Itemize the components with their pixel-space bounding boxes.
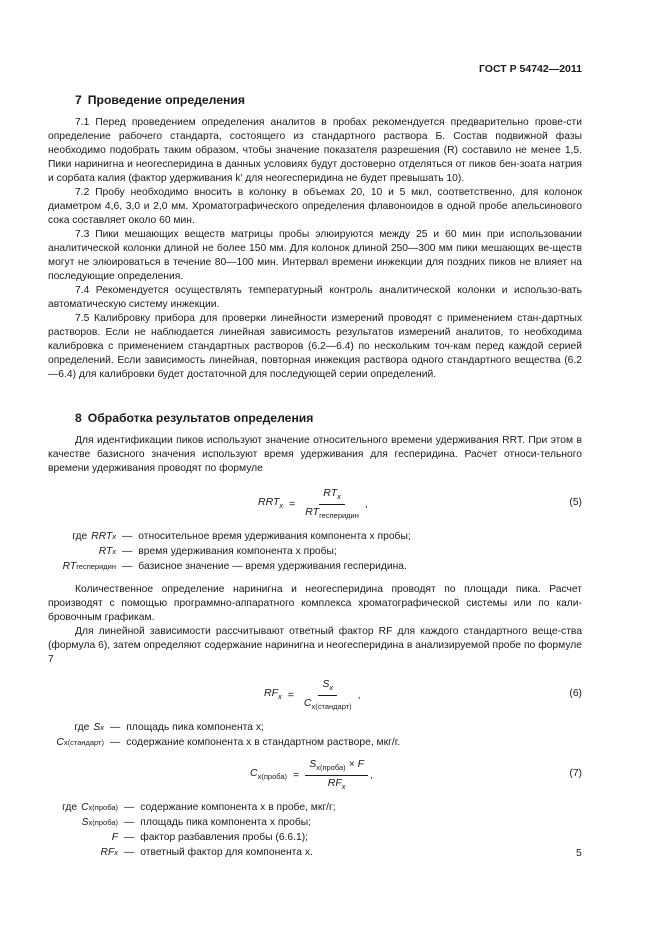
definition-row: RF x — ответный фактор для компонента x. <box>100 847 313 858</box>
standard-header: ГОСТ Р 54742—2011 <box>478 63 582 75</box>
definition-row: где C x(проба) — содержание компонента x в пробе, мкг/г; <box>62 802 336 813</box>
paragraph-quantitative: Количественное определение наринигна и неогесперидина проводят по площади пика. Расчет производят с помощью программно-аппаратного комплекса хроматографической системы или по кали-бровочным графикам. <box>48 584 582 623</box>
paragraph-7-4: 7.4 Рекомендуется осуществлять температурный контроль аналитической колонки и использо-вать автоматическую систему инжекции. <box>48 285 582 310</box>
definition-row: где S x — площадь пика компонента x; <box>74 722 264 733</box>
denominator-sub: гесперидин <box>319 510 359 520</box>
section-title: Обработка результатов определения <box>87 411 314 425</box>
paragraph-7-1: 7.1 Перед проведением определения аналитов в пробах рекомендуется предварительно прове-сти определение рабочего стандарта, состоящего из стандартного раствора Б. Состав подвижной фазы необходимо подобрать таким образом, чтобы значение показателя разрешения (R) составило не менее 1,5. Пики наринигна и неогесперидина в данных условиях будут достоверно отделяться от пиков бен-зоата натрия и сорбата калия (фактор удерживания k′ для неогесперидина не будет превышать 10). <box>48 117 582 184</box>
section-8 <box>48 410 582 861</box>
definition-row: S x(проба) — площадь пика компонента x пробы; <box>81 817 312 828</box>
section-number: 7 <box>75 93 82 107</box>
paragraph-7-5: 7.5 Калибровку прибора для проверки линейности измерений проводят с применением стан-дартных растворов. Если не наблюдается линейная зависимость результатов измерений аналитов, то необходима калибровка с применением стандартных растворов (6.2—6.4) по нескольким точ-кам перед каждой серией определений. Если зависимость линейная, повторная инжекция раствора одного стандартного вещества (6.2—6.4) для калибровки будет достаточной для последующей серии определений. <box>48 313 582 380</box>
formula-number: (6) <box>569 688 582 699</box>
formula-lhs-sub: x <box>279 501 284 510</box>
numerator-sub: x <box>337 491 341 501</box>
definition-row: где RRT x — относительное время удерживания компонента x пробы; <box>72 531 411 542</box>
paragraph-intro: Для идентификации пиков используют значение относительного времени удерживания RRT. При этом в качестве базисного значения используют время удерживания для гесперидина. Расчет относи-тельного времени удерживания проводят по формуле <box>48 435 582 474</box>
formula-number: (5) <box>569 497 582 508</box>
fraction <box>301 487 363 522</box>
section-title: Проведение определения <box>87 93 245 107</box>
definitions-5 <box>48 530 582 575</box>
formula-5: $RRT_x$ = $\frac{RT_x}{RT_{гесперидин}}$ , (5) <box>258 486 582 520</box>
fraction: $\frac{S_x}{C_{x(стандарт)}}$ <box>303 677 352 711</box>
paragraph-linear: Для линейной зависимости рассчитывают ответный фактор RF для каждого стандартного веще-ства (формула 6), затем определяют содержание наринигна и неогесперидина в анализируемой пробе по формуле 7 <box>48 626 582 665</box>
formula-number: (7) <box>569 768 582 779</box>
formula-6: $RF_x$ = $\frac{S_x}{C_{x(стандарт)}}$ , (6) <box>264 677 582 711</box>
definitions-7 <box>48 801 582 861</box>
numerator: RT <box>323 486 338 499</box>
page-content <box>48 92 582 869</box>
definition-row: RT гесперидин — базисное значение — время удерживания гесперидина. <box>62 561 407 572</box>
page-number: 5 <box>576 848 582 859</box>
section-8-heading <box>48 410 582 426</box>
section-7-heading <box>48 92 582 108</box>
paragraph-7-2: 7.2 Пробу необходимо вносить в колонку в объемах 20, 10 и 5 мкл, соответственно, для колонок диаметром 4,6, 3,0 и 2,0 мм. Хроматографического определения флавоноидов в одной пробе апельсинового сока составляет около 60 мин. <box>48 187 582 226</box>
section-number: 8 <box>75 411 82 425</box>
definition-row: F — фактор разбавления пробы (6.6.1); <box>111 832 309 843</box>
definition-row: C x(стандарт) — содержание компонента x в стандартном растворе, мкг/г. <box>56 737 401 748</box>
paragraph-7-3: 7.3 Пики мешающих веществ матрицы пробы элюируются между 25 и 60 мин при использовании аналитической колонки длиной не более 150 мм. Для колонок длиной 250—300 мм пики мешающих ве-ществ могут не элюироваться в течение 80—100 мин. Интервал времени инжекции для поздних пиков не влияет на последующие определения. <box>48 229 582 282</box>
definition-row: RT x — время удерживания компонента x пробы; <box>98 546 337 557</box>
fraction: $\frac{S_{x(проба)} \times F}{RF_x}$ <box>305 758 368 793</box>
denominator: RT <box>305 505 320 518</box>
formula-lhs: RRT <box>258 496 280 508</box>
formula-7: $C_{x(проба)}$ = $\frac{S_{x(проба)} \times F}{RF_x}$ , (7) <box>250 757 582 791</box>
definitions-6 <box>48 721 582 751</box>
